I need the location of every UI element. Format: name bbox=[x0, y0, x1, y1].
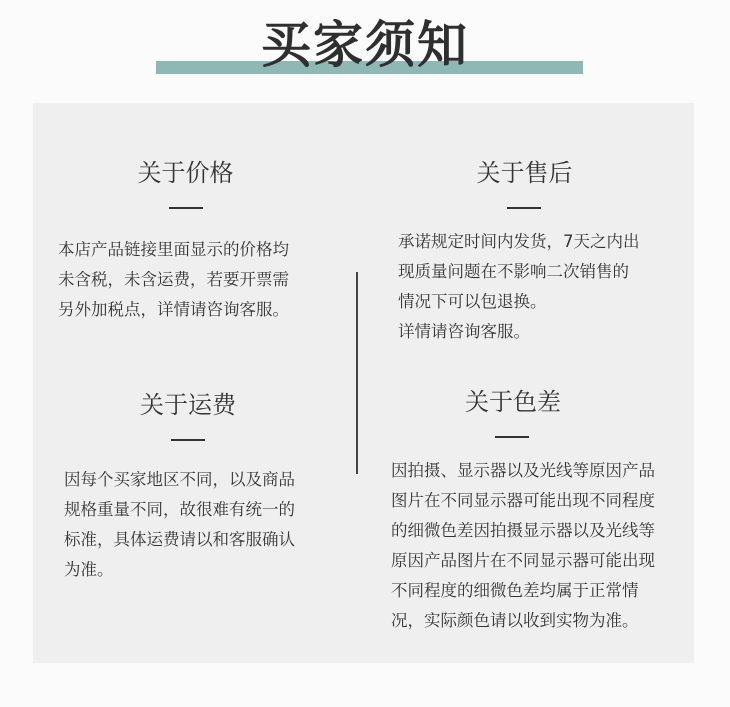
header bbox=[0, 0, 730, 90]
section-price-body: 本店产品链接里面显示的价格均 未含税，未含运费，若要开票需 另外加税点，详情请咨询客服。 bbox=[58, 240, 289, 319]
page-title: 买家须知 bbox=[261, 16, 469, 74]
section-after-sales-body: 承诺规定时间内发货，7天之内出 现质量问题在不影响二次销售的 情况下可以包退换。 详情请咨询客服。 bbox=[398, 232, 640, 341]
section-color-difference-rule bbox=[495, 436, 529, 438]
section-shipping-title: 关于运费 bbox=[140, 391, 236, 419]
section-shipping-rule bbox=[171, 439, 205, 441]
section-price bbox=[58, 158, 328, 325]
section-after-sales-title: 关于售后 bbox=[476, 159, 573, 187]
section-price-title: 关于价格 bbox=[137, 159, 234, 187]
section-after-sales-rule bbox=[507, 207, 541, 209]
vertical-divider bbox=[356, 272, 358, 474]
section-price-rule bbox=[169, 207, 203, 209]
section-color-difference-body: 因拍摄、显示器以及光线等原因产品 图片在不同显示器可能出现不同程度 的细微色差因拍摄显示器以及光线等 原因产品图片在不同显示器可能出现 不同程度的细微色差均属于正常情 况，实际颜色请以收到实物为准。 bbox=[391, 461, 655, 630]
section-color-difference-title: 关于色差 bbox=[465, 388, 561, 416]
section-color-difference bbox=[391, 387, 691, 636]
section-after-sales bbox=[398, 158, 668, 347]
section-shipping-body: 因每个买家地区不同，以及商品 规格重量不同，故很难有统一的 标准，具体运费请以和客服确认 为准。 bbox=[64, 470, 295, 579]
section-shipping bbox=[64, 390, 334, 585]
